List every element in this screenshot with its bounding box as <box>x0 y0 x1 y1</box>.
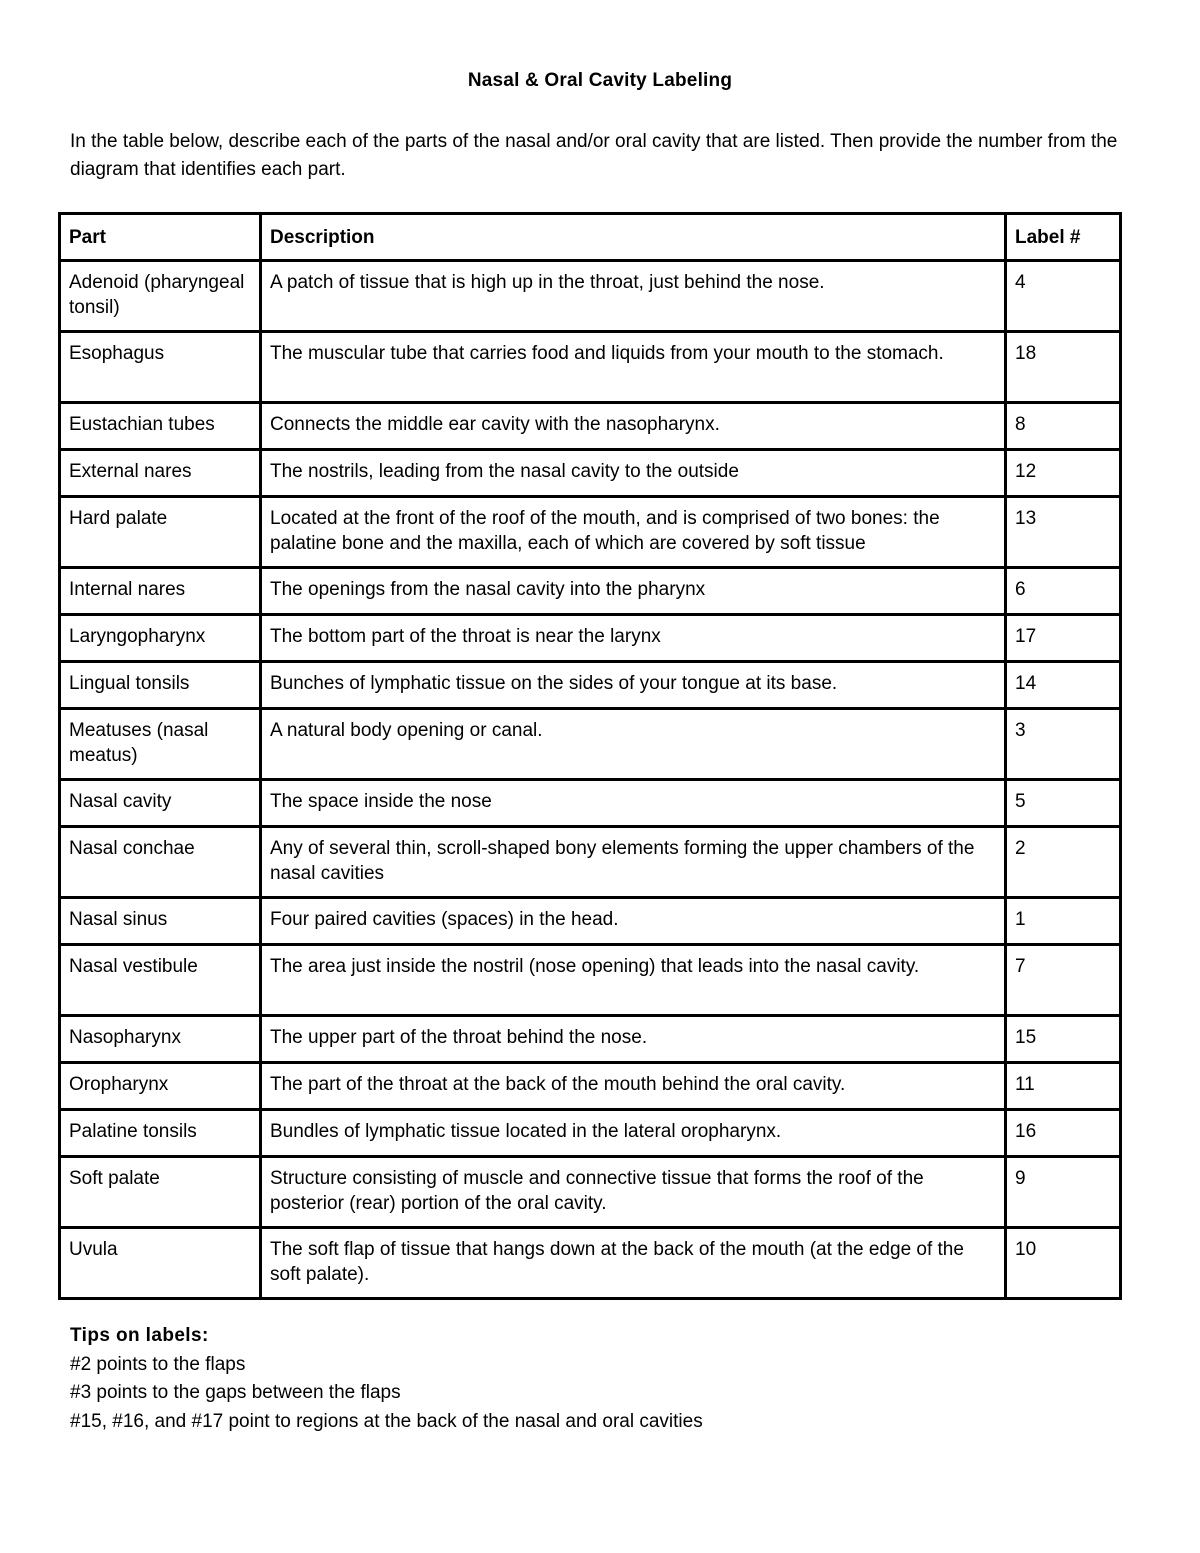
label-cell: 5 <box>1006 780 1121 827</box>
description-cell: The openings from the nasal cavity into the pharynx <box>261 568 1006 615</box>
description-cell: The upper part of the throat behind the nose. <box>261 1016 1006 1063</box>
part-cell: Uvula <box>60 1228 261 1299</box>
table-row <box>60 1110 1121 1157</box>
label-cell: 7 <box>1006 945 1121 1016</box>
table-row <box>60 497 1121 568</box>
label-cell: 14 <box>1006 662 1121 709</box>
label-cell: 10 <box>1006 1228 1121 1299</box>
label-cell: 9 <box>1006 1157 1121 1228</box>
part-cell: Internal nares <box>60 568 261 615</box>
label-cell: 12 <box>1006 450 1121 497</box>
table-row <box>60 615 1121 662</box>
table-row <box>60 261 1121 332</box>
label-cell: 11 <box>1006 1063 1121 1110</box>
description-cell: A natural body opening or canal. <box>261 709 1006 780</box>
intro-paragraph: In the table below, describe each of the parts of the nasal and/or oral cavity that are listed. Then provide the number from the diagram that identifies each part. <box>70 131 1118 180</box>
label-cell: 17 <box>1006 615 1121 662</box>
table-row <box>60 403 1121 450</box>
description-cell: The space inside the nose <box>261 780 1006 827</box>
part-cell: Nasal conchae <box>60 827 261 898</box>
table-row <box>60 568 1121 615</box>
tip-item: #3 points to the gaps between the flaps <box>70 1382 401 1403</box>
description-cell: The area just inside the nostril (nose opening) that leads into the nasal cavity. <box>261 945 1006 1016</box>
description-cell: Bunches of lymphatic tissue on the sides of your tongue at its base. <box>261 662 1006 709</box>
table-row <box>60 450 1121 497</box>
part-cell: Meatuses (nasal meatus) <box>60 709 261 780</box>
description-cell: Any of several thin, scroll-shaped bony elements forming the upper chambers of the nasal cavities <box>261 827 1006 898</box>
description-cell: A patch of tissue that is high up in the throat, just behind the nose. <box>261 261 1006 332</box>
part-cell: Nasal cavity <box>60 780 261 827</box>
label-cell: 1 <box>1006 898 1121 945</box>
table-header-row <box>60 214 1121 261</box>
table-row <box>60 780 1121 827</box>
part-cell: Palatine tonsils <box>60 1110 261 1157</box>
header-description: Description <box>261 214 1006 261</box>
label-cell: 8 <box>1006 403 1121 450</box>
part-cell: Laryngopharynx <box>60 615 261 662</box>
description-cell: Located at the front of the roof of the mouth, and is comprised of two bones: the palatine bone and the maxilla, each of which are covered by soft tissue <box>261 497 1006 568</box>
part-cell: Nasopharynx <box>60 1016 261 1063</box>
label-cell: 16 <box>1006 1110 1121 1157</box>
label-cell: 13 <box>1006 497 1121 568</box>
table-row <box>60 827 1121 898</box>
description-cell: Bundles of lymphatic tissue located in the lateral oropharynx. <box>261 1110 1006 1157</box>
label-cell: 18 <box>1006 332 1121 403</box>
part-cell: Esophagus <box>60 332 261 403</box>
part-cell: Nasal vestibule <box>60 945 261 1016</box>
tip-item: #2 points to the flaps <box>70 1353 246 1375</box>
tips-section <box>70 1322 1130 1436</box>
label-cell: 2 <box>1006 827 1121 898</box>
part-cell: Lingual tonsils <box>60 662 261 709</box>
table-row <box>60 1157 1121 1228</box>
part-cell: Eustachian tubes <box>60 403 261 450</box>
header-label: Label # <box>1006 214 1121 261</box>
part-cell: External nares <box>60 450 261 497</box>
header-part: Part <box>60 214 261 261</box>
parts-table <box>58 212 1122 1300</box>
part-cell: Oropharynx <box>60 1063 261 1110</box>
label-cell: 4 <box>1006 261 1121 332</box>
part-cell: Hard palate <box>60 497 261 568</box>
table-row <box>60 709 1121 780</box>
description-cell: The part of the throat at the back of the mouth behind the oral cavity. <box>261 1063 1006 1110</box>
label-cell: 3 <box>1006 709 1121 780</box>
table-row <box>60 1228 1121 1299</box>
description-cell: Structure consisting of muscle and connective tissue that forms the roof of the posterior (rear) portion of the oral cavity. <box>261 1157 1006 1228</box>
label-cell: 15 <box>1006 1016 1121 1063</box>
page-title: Nasal & Oral Cavity Labeling <box>467 70 733 91</box>
part-cell: Adenoid (pharyngeal tonsil) <box>60 261 261 332</box>
table-row <box>60 1063 1121 1110</box>
label-cell: 6 <box>1006 568 1121 615</box>
description-cell: The muscular tube that carries food and liquids from your mouth to the stomach. <box>261 332 1006 403</box>
description-cell: The bottom part of the throat is near the larynx <box>261 615 1006 662</box>
table-row <box>60 945 1121 1016</box>
tips-heading: Tips on labels: <box>70 1325 209 1346</box>
description-cell: The soft flap of tissue that hangs down at the back of the mouth (at the edge of the soft palate). <box>261 1228 1006 1299</box>
table-row <box>60 332 1121 403</box>
description-cell: Connects the middle ear cavity with the nasopharynx. <box>261 403 1006 450</box>
tip-item: #15, #16, and #17 point to regions at the back of the nasal and oral cavities <box>70 1410 703 1432</box>
description-cell: Four paired cavities (spaces) in the head. <box>261 898 1006 945</box>
description-cell: The nostrils, leading from the nasal cavity to the outside <box>261 450 1006 497</box>
part-cell: Soft palate <box>60 1157 261 1228</box>
table-row <box>60 1016 1121 1063</box>
table-row <box>60 662 1121 709</box>
table-row <box>60 898 1121 945</box>
part-cell: Nasal sinus <box>60 898 261 945</box>
